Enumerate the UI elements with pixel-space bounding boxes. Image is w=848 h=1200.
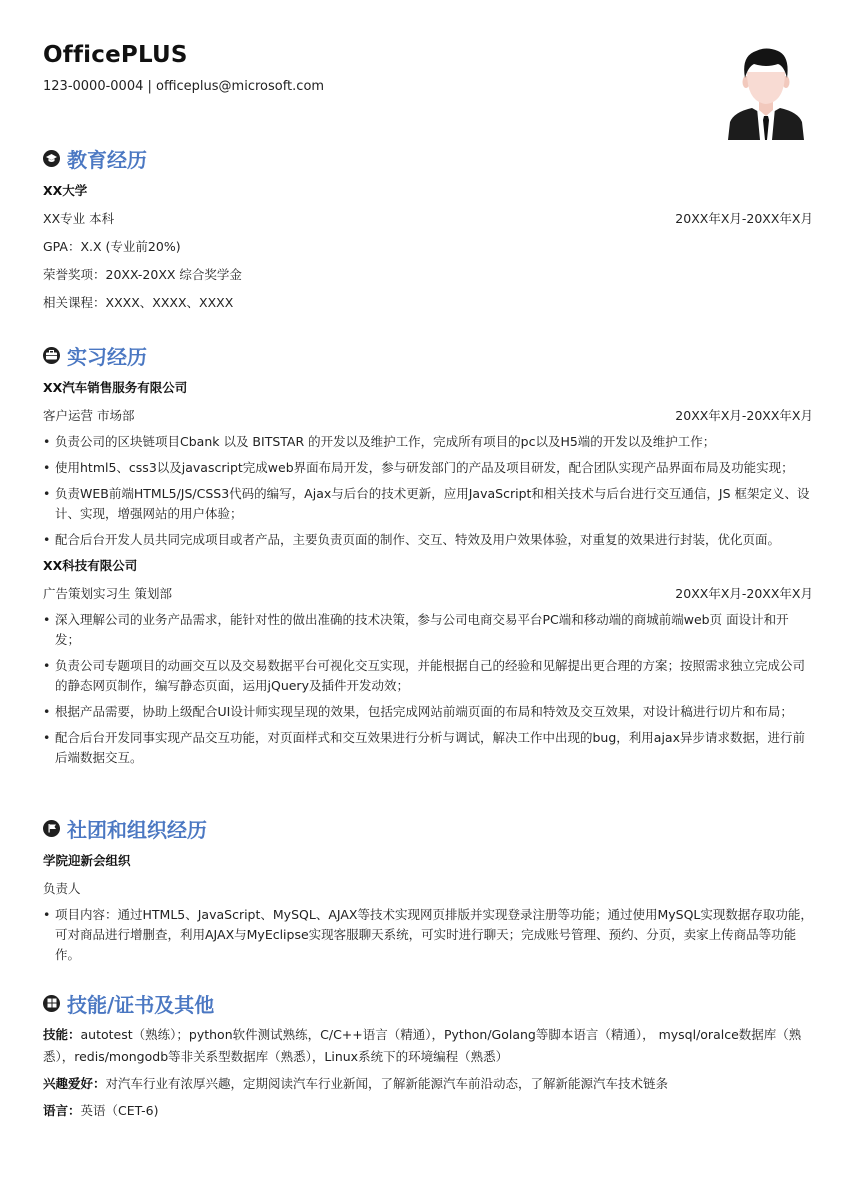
list-item: • 根据产品需要，协助上级配合UI设计师实现呈现的效果，包括完成网站前端页面的布局和特效及交互效果，对设计稿进行切片和布局； [43,702,813,722]
avatar [726,42,806,140]
list-item: • 配合后台开发人员共同完成项目或者产品，主要负责页面的制作、交互、特效及用户效果体验，对重复的效果进行封装，优化页面。 [43,530,813,550]
gpa: GPA：X.X (专业前20%) [43,239,181,254]
contact-info: 123-0000-0004 | officeplus@microsoft.com [43,79,325,94]
school-name: XX大学 [43,183,88,198]
education-row [43,209,813,229]
courses: 相关课程：XXXX、XXXX、XXXX [43,295,234,310]
skills-entry [43,1024,813,1068]
education-section [43,144,813,313]
education-heading [43,144,813,172]
job-role: 客户运营 市场部 [43,408,135,423]
job-row [43,584,813,604]
hobby-entry [43,1073,813,1095]
company-name: XX汽车销售服务有限公司 [43,380,188,395]
org-name: 学院迎新会组织 [43,853,131,868]
job-bullets [43,610,813,768]
skills-label: 技能： [43,1027,81,1042]
club-bullets [43,905,813,965]
candidate-name: OfficePLUS [43,42,188,68]
list-item: • 配合后台开发同事实现产品交互功能，对页面样式和交互效果进行分析与调试，解决工作中出现的bug，利用ajax异步请求数据，进行前后端数据交互。 [43,728,813,768]
list-item: • 负责WEB前端HTML5/JS/CSS3代码的编写，Ajax与后台的技术更新，应用JavaScript和相关技术与后台进行交互通信，JS 框架定义、设计、实现，增强网站的用户体验； [43,484,813,524]
list-item: • 深入理解公司的业务产品需求，能针对性的做出准确的技术决策，参与公司电商交易平台PC端和移动端的商城前端web页 面设计和开发； [43,610,813,650]
skills-heading [43,989,813,1017]
language-entry [43,1100,813,1122]
section-title: 技能/证书及其他 [67,992,215,1017]
job-role: 广告策划实习生 策划部 [43,586,172,601]
job-entry [43,378,813,550]
education-date: 20XX年X月-20XX年X月 [675,211,813,226]
list-item: • 负责公司专题项目的动画交互以及交易数据平台可视化交互实现，并能根据自己的经验和见解提出更合理的方案；按照需求独立完成公司的静态网页制作，编写静态页面，运用jQuery及插件开发动效； [43,656,813,696]
club-section [43,814,813,971]
flag-icon [43,820,60,837]
section-title: 实习经历 [67,344,147,369]
section-title: 教育经历 [67,147,147,172]
section-title: 社团和组织经历 [67,817,207,842]
club-role: 负责人 [43,881,81,896]
job-entry [43,556,813,768]
hobby-text: 对汽车行业有浓厚兴趣，定期阅读汽车行业新闻，了解新能源汽车前沿动态，了解新能源汽车技术链条 [105,1076,669,1091]
internship-section [43,341,813,774]
internship-heading [43,341,813,369]
club-heading [43,814,813,842]
graduation-icon [43,150,60,167]
job-row [43,406,813,426]
briefcase-icon [43,347,60,364]
skills-text: autotest（熟练）；python软件测试熟练，C/C++语言（精通），Python/Golang等脚本语言（精通）， mysql/oralce数据库（熟悉），redis/mongodb等非关系型数据库（熟悉），Linux系统下的环境编程（熟悉） [43,1027,802,1064]
major: XX专业 本科 [43,211,115,226]
company-name: XX科技有限公司 [43,558,138,573]
language-label: 语言： [43,1103,81,1118]
language-text: 英语（CET-6) [80,1103,159,1118]
job-date: 20XX年X月-20XX年X月 [675,408,813,423]
list-item: • 负责公司的区块链项目Cbank 以及 BITSTAR 的开发以及维护工作，完成所有项目的pc以及H5端的开发以及维护工作； [43,432,813,452]
list-item: • 使用html5、css3以及javascript完成web界面布局开发，参与研发部门的产品及项目研发，配合团队实现产品界面布局及功能实现； [43,458,813,478]
skills-section [43,989,813,1127]
list-item: • 项目内容：通过HTML5、JavaScript、MySQL、AJAX等技术实现网页排版并实现登录注册等功能；通过使用MySQL实现数据存取功能，可对商品进行增删查，利用AJAX与MyEclipse实现客服聊天系统，可实时进行聊天；完成账号管理、预约、分页，卖家上传商品等功能作。 [43,905,813,965]
job-bullets [43,432,813,550]
hobby-label: 兴趣爱好： [43,1076,106,1091]
grid-icon [43,995,60,1012]
honors: 荣誉奖项：20XX-20XX 综合奖学金 [43,267,242,282]
job-date: 20XX年X月-20XX年X月 [675,586,813,601]
